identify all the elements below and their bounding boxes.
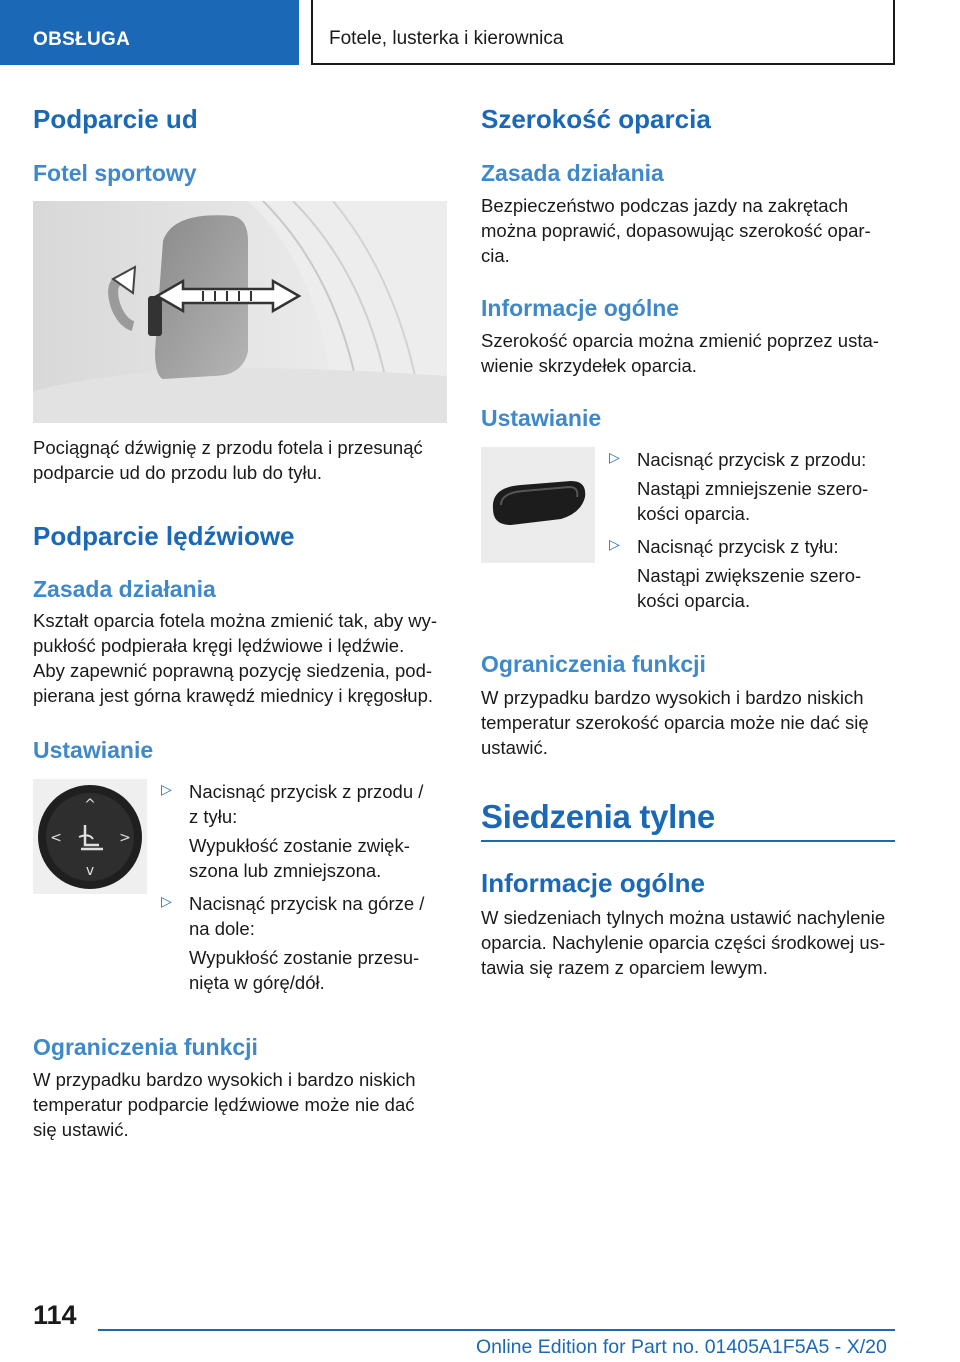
heading-thigh-support: Podparcie ud — [33, 104, 198, 134]
svg-text:^: ^ — [84, 797, 96, 813]
heading-adjust: Ustawianie — [481, 405, 602, 431]
bullet-icon: ▷ — [609, 536, 620, 552]
width-principle-text: Bezpieczeństwo podczas jazdy na zakrętach można poprawić, dopasowując szerokość opar‐ cia. — [481, 195, 871, 266]
heading-limits: Ograniczenia funkcji — [33, 1034, 258, 1060]
heading-principle: Zasada działania — [481, 160, 664, 186]
page-number: 114 — [33, 1300, 77, 1330]
chapter-header — [311, 0, 895, 65]
heading-rear-seats: Siedzenia tylne — [481, 798, 715, 835]
bullet-icon: ▷ — [609, 449, 620, 465]
heading-limits: Ograniczenia funkcji — [481, 651, 706, 677]
svg-text:<: < — [50, 830, 62, 846]
seat-lever-drawing — [33, 201, 447, 423]
width-general-text: Szerokość oparcia można zmienić poprzez usta‐ wienie skrzydełek oparcia. — [481, 330, 879, 376]
svg-text:>: > — [119, 830, 131, 846]
width-limits-text: W przypadku bardzo wysokich i bardzo niskich temperatur szerokość oparcia może nie dać się ustawić. — [481, 687, 869, 758]
lumbar-switch-image — [33, 779, 147, 894]
section-label: OBSŁUGA — [33, 29, 131, 50]
rear-seats-text: W siedzeniach tylnych można ustawić nachylenie oparcia. Nachylenie oparcia części środkowej us‐ tawia się razem z oparciem lewym. — [481, 907, 886, 978]
footer-divider — [98, 1329, 895, 1331]
chapter-label: Fotele, lusterka i kierownica — [329, 28, 564, 49]
heading-sport-seat: Fotel sportowy — [33, 160, 197, 186]
heading-general-info: Informacje ogólne — [481, 295, 680, 321]
heading-lumbar-support: Podparcie lędźwiowe — [33, 521, 295, 551]
section-divider — [481, 840, 895, 842]
lumbar-principle-text: Kształt oparcia fotela można zmienić tak, aby wy‐ pukłość podpierała kręgi lędźwiowe i lędźwie. Aby zapewnić poprawną pozycję siedzenia, pod‐ pierana jest górna krawędź miednicy i kręgosłup. — [33, 610, 438, 706]
heading-principle: Zasada działania — [33, 576, 216, 602]
heading-adjust: Ustawianie — [33, 737, 154, 763]
thigh-support-text: Pociągnąć dźwignię z przodu fotela i przesunąć podparcie ud do przodu lub do tyłu. — [33, 437, 423, 483]
bullet-icon: ▷ — [161, 781, 172, 797]
edition-label: Online Edition for Part no. 01405A1F5A5 - X/20 — [476, 1336, 887, 1358]
heading-rear-general-info: Informacje ogólne — [481, 868, 705, 898]
heading-backrest-width: Szerokość oparcia — [481, 104, 711, 134]
width-button-drawing — [481, 447, 595, 563]
lumbar-control-drawing — [33, 779, 147, 894]
bullet-icon: ▷ — [161, 893, 172, 909]
svg-text:v: v — [85, 863, 95, 879]
thigh-support-illustration — [33, 201, 447, 423]
lumbar-limits-text: W przypadku bardzo wysokich i bardzo niskich temperatur podparcie lędźwiowe może nie dać się ustawić. — [33, 1069, 416, 1140]
width-button-image — [481, 447, 595, 563]
section-tab — [0, 0, 299, 65]
